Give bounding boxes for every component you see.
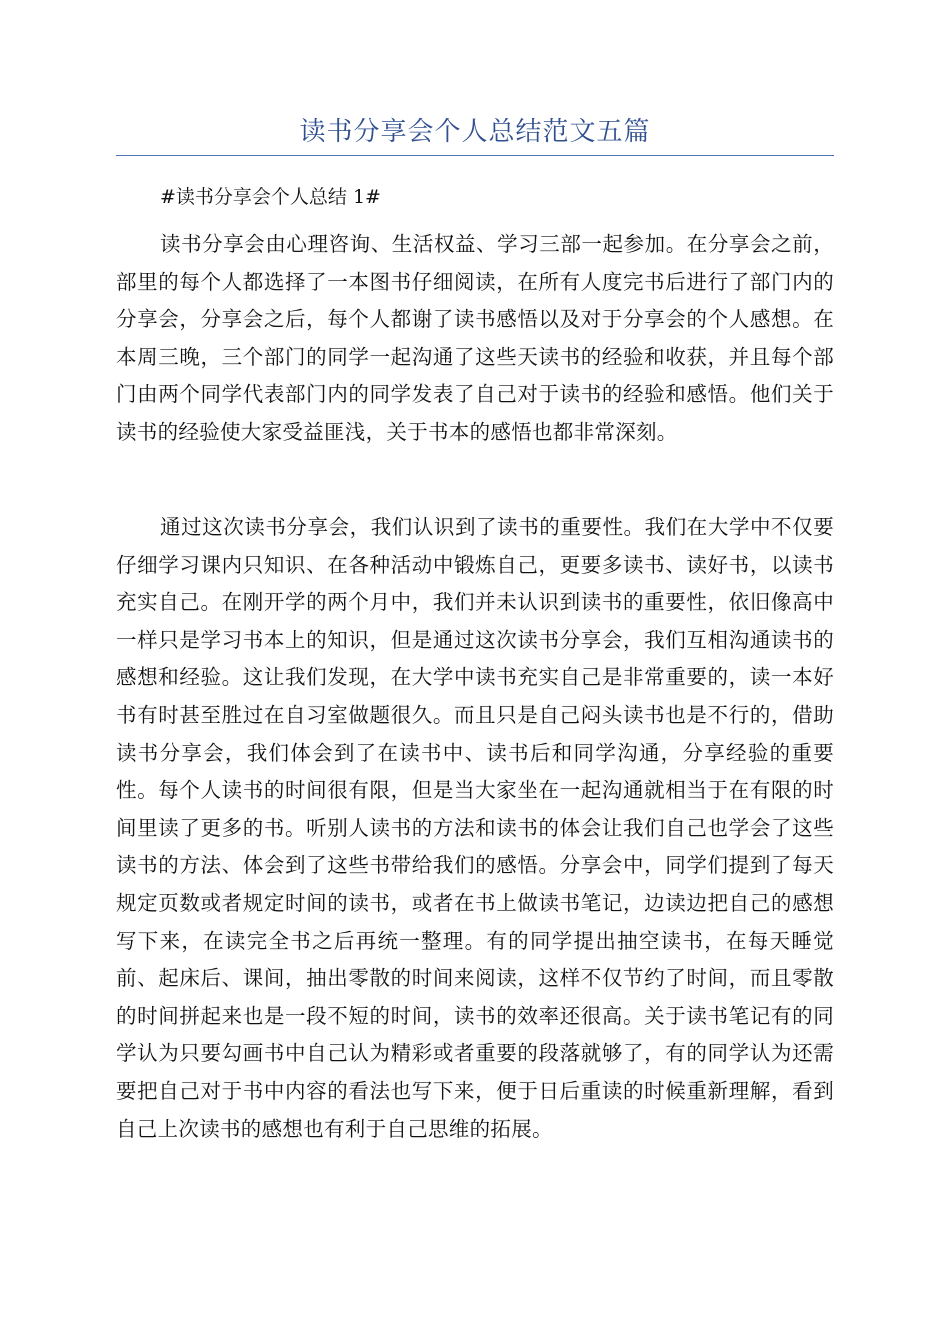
body-paragraph: 通过这次读书分享会，我们认识到了读书的重要性。我们在大学中不仅要仔细学习课内只知识、在各种活动中锻炼自己，更要多读书、读好书，以读书充实自己。在刚开学的两个月中，我们并未认识到读书的重要性，依旧像高中一样只是学习书本上的知识，但是通过这次读书分享会，我们互相沟通读书的感想和经验。这让我们发现，在大学中读书充实自己是非常重要的，读一本好书有时甚至胜过在自习室做题很久。而且只是自己闷头读书也是不行的，借助读书分享会，我们体会到了在读书中、读书后和同学沟通，分享经验的重要性。每个人读书的时间很有限，但是当大家坐在一起沟通就相当于在有限的时间里读了更多的书。听别人读书的方法和读书的体会让我们自己也学会了这些读书的方法、体会到了这些书带给我们的感悟。分享会中，同学们提到了每天规定页数或者规定时间的读书，或者在书上做读书笔记，边读边把自己的感想写下来，在读完全书之后再统一整理。有的同学提出抽空读书，在每天睡觉前、起床后、课间，抽出零散的时间来阅读，这样不仅节约了时间，而且零散的时间拼起来也是一段不短的时间，读书的效率还很高。关于读书笔记有的同学认为只要勾画书中自己认为精彩或者重要的段落就够了，有的同学认为还需要把自己对于书中内容的看法也写下来，便于日后重读的时候重新理解，看到自己上次读书的感想也有利于自己思维的拓展。 [116,515,834,1141]
title-underline [116,155,834,156]
document-title: 读书分享会个人总结范文五篇 [299,117,651,147]
body-paragraph: 读书分享会由心理咨询、生活权益、学习三部一起参加。在分享会之前，部里的每个人都选择了一本图书仔细阅读，在所有人度完书后进行了部门内的分享会，分享会之后，每个人都谢了读书感悟以及对于分享会的个人感想。在本周三晚，三个部门的同学一起沟通了这些天读书的经验和收获，并且每个部门由两个同学代表部门内的同学发表了自己对于读书的经验和感悟。他们关于读书的经验使大家受益匪浅，关于书本的感悟也都非常深刻。 [116,232,834,444]
section-heading: #读书分享会个人总结 1# [160,186,381,208]
